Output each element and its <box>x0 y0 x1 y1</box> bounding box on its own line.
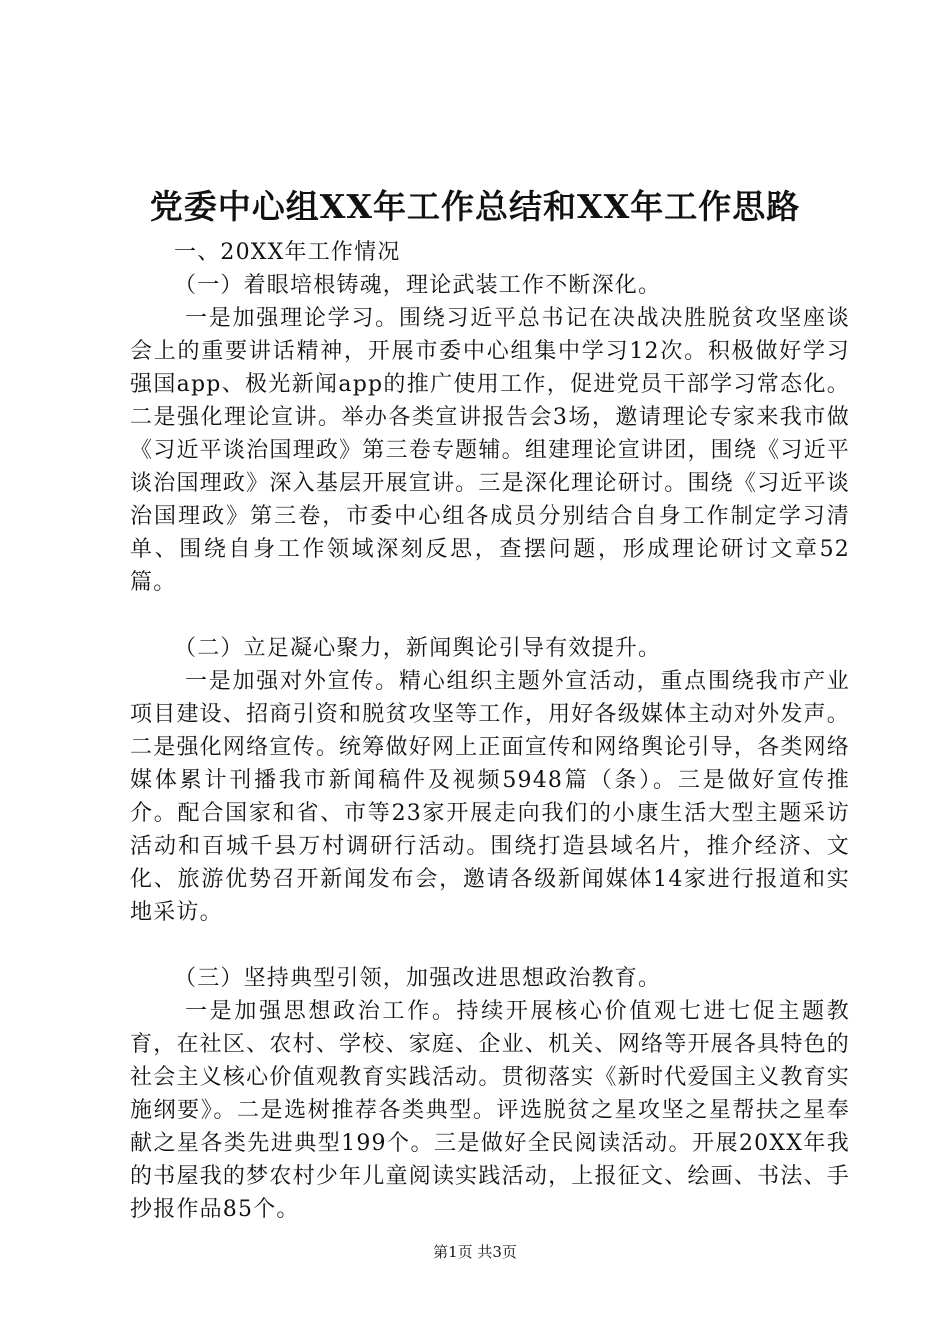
paragraph-gap <box>130 929 850 962</box>
paragraph-3: 一是加强思想政治工作。持续开展核心价值观七进七促主题教育，在社区、农村、学校、家庭、企业、机关、网络等开展各具特色的社会主义核心价值观教育实践活动。贯彻落实《新时代爱国主义教育实施纲要》。二是选树推荐各类典型。评选脱贫之星攻坚之星帮扶之星奉献之星各类先进典型199个。三是做好全民阅读活动。开展20XX年我的书屋我的梦农村少年儿童阅读实践活动，上报征文、绘画、书法、手抄报作品85个。 <box>130 999 850 1222</box>
document-title: 党委中心组XX年工作总结和XX年工作思路 <box>149 187 801 226</box>
subsection-heading-1: （一）着眼培根铸魂，理论武装工作不断深化。 <box>174 273 662 298</box>
paragraph-1: 一是加强理论学习。围绕习近平总书记在决战决胜脱贫攻坚座谈会上的重要讲话精神，开展市委中心组集中学习12次。积极做好学习强国app、极光新闻app的推广使用工作，促进党员干部学习常态化。二是强化理论宣讲。举办各类宣讲报告会3场，邀请理论专家来我市做《习近平谈治国理政》第三卷专题辅。组建理论宣讲团，围绕《习近平谈治国理政》深入基层开展宣讲。三是深化理论研讨。围绕《习近平谈治国理政》第三卷，市委中心组各成员分别结合自身工作制定学习清单、围绕自身工作领域深刻反思，查摆问题，形成理论研讨文章52篇。 <box>130 306 850 595</box>
paragraph-gap <box>130 599 850 632</box>
section-heading: 一、20XX年工作情况 <box>174 240 401 265</box>
page-footer: 第1页 共3页 <box>433 1243 517 1261</box>
paragraph-2: 一是加强对外宣传。精心组织主题外宣活动，重点围绕我市产业项目建设、招商引资和脱贫攻坚等工作，用好各级媒体主动对外发声。二是强化网络宣传。统筹做好网上正面宣传和网络舆论引导，各类网络媒体累计刊播我市新闻稿件及视频5948篇（条）。三是做好宣传推介。配合国家和省、市等23家开展走向我们的小康生活大型主题采访活动和百城千县万村调研行活动。围绕打造县域名片，推介经济、文化、旅游优势召开新闻发布会，邀请各级新闻媒体14家进行报道和实地采访。 <box>130 669 850 925</box>
subsection-heading-3: （三）坚持典型引领，加强改进思想政治教育。 <box>174 966 662 991</box>
subsection-heading-2: （二）立足凝心聚力，新闻舆论引导有效提升。 <box>174 636 662 661</box>
document-body <box>130 236 850 1226</box>
